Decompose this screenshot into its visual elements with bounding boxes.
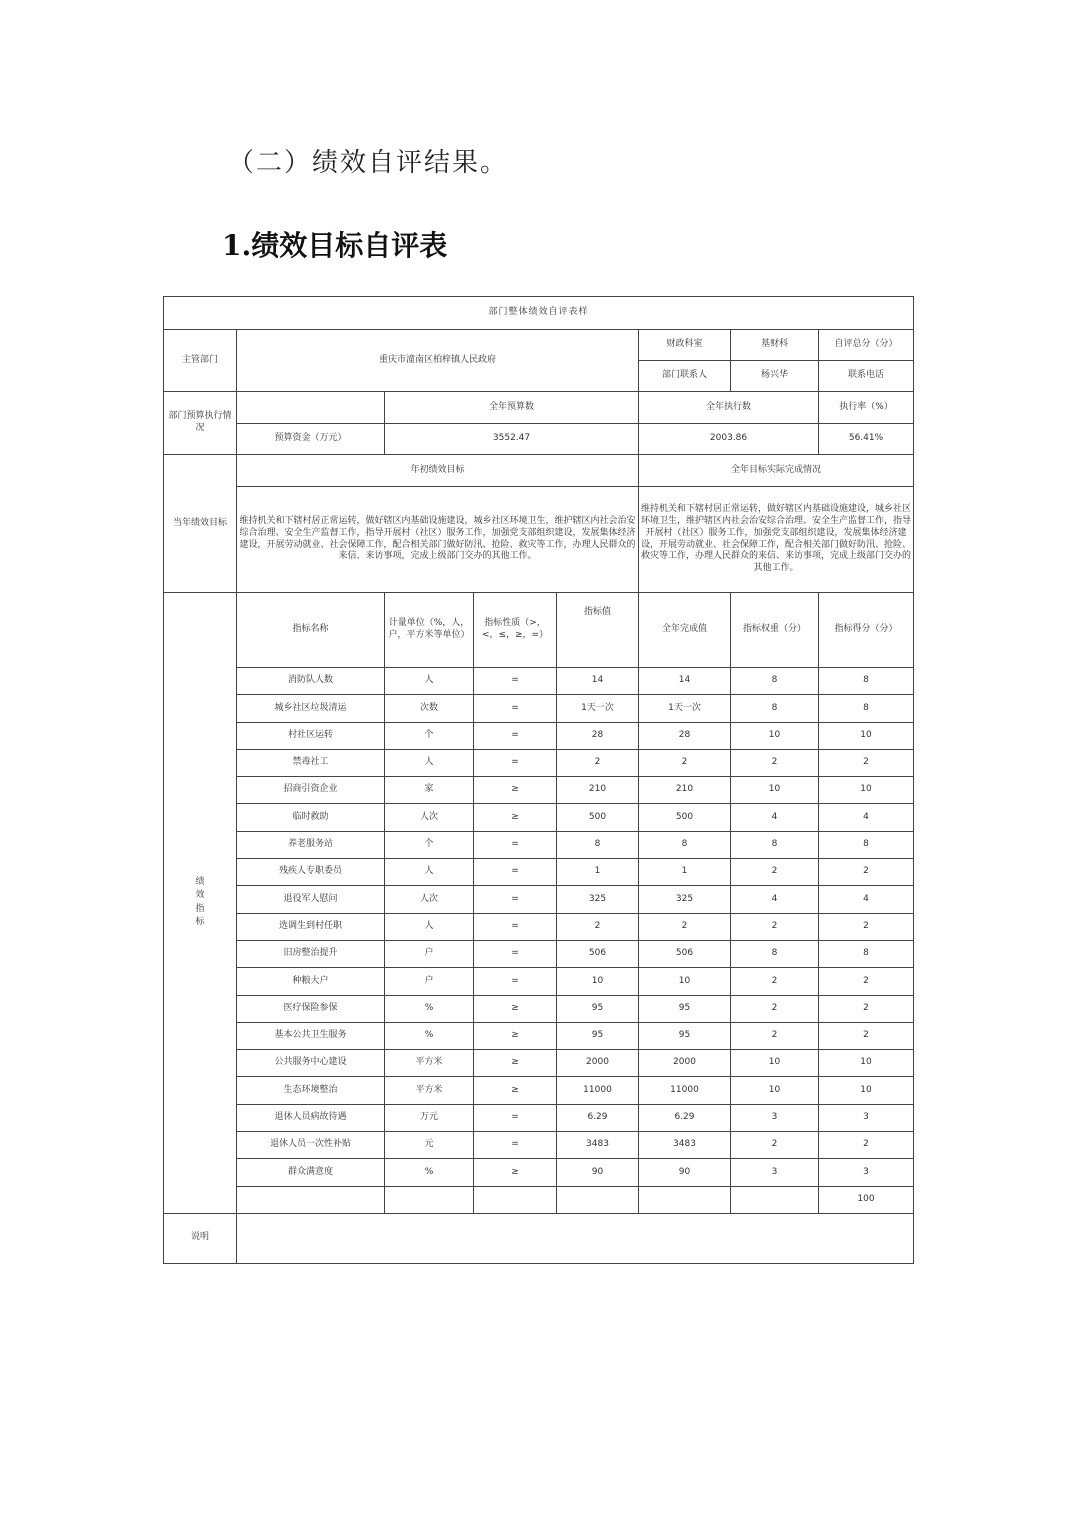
indicator-score: 8 xyxy=(819,695,914,722)
indicator-unit: 人 xyxy=(385,668,474,695)
indicator-target: 95 xyxy=(557,1022,639,1049)
indicator-actual: 6.29 xyxy=(639,1104,731,1131)
indicator-score: 4 xyxy=(819,804,914,831)
indicator-target: 95 xyxy=(557,995,639,1022)
goals-section-label: 当年绩效目标 xyxy=(164,455,237,593)
indicator-score: 2 xyxy=(819,995,914,1022)
indicator-unit: % xyxy=(385,1159,474,1186)
indicator-weight: 2 xyxy=(731,968,819,995)
indicator-weight: 2 xyxy=(731,859,819,886)
indicator-weight: 10 xyxy=(731,1050,819,1077)
table-row xyxy=(164,886,914,913)
indicator-nature: ≥ xyxy=(474,777,557,804)
finance-value: 基财科 xyxy=(731,330,819,361)
table-row xyxy=(164,695,914,722)
indicator-actual: 14 xyxy=(639,668,731,695)
indicator-nature: = xyxy=(474,695,557,722)
executed-value: 2003.86 xyxy=(639,424,819,455)
indicator-name: 退休人员病故待遇 xyxy=(237,1104,385,1131)
notes-row xyxy=(164,1213,914,1263)
indicator-target: 10 xyxy=(557,968,639,995)
indicator-score: 8 xyxy=(819,940,914,967)
indicator-unit: % xyxy=(385,1022,474,1049)
indicator-actual: 500 xyxy=(639,804,731,831)
indicator-weight: 4 xyxy=(731,804,819,831)
indicator-nature: = xyxy=(474,831,557,858)
indicator-name: 旧房整治提升 xyxy=(237,940,385,967)
indicator-name: 生态环境整治 xyxy=(237,1077,385,1104)
indicator-nature: ≥ xyxy=(474,1050,557,1077)
col-header-nature: 指标性质（>，<，≤，≥，=） xyxy=(474,593,557,668)
table-row xyxy=(164,1132,914,1159)
initial-goals-text: 维持机关和下辖村居正常运转，做好辖区内基础设施建设，城乡社区环境卫生，维护辖区内社会治安综合治理、安全生产监督工作，指导开展村（社区）服务工作，加强党支部组织建设，发展集体经济建设，开展劳动就业、社会保障工作，配合相关部门做好防汛、抢险、救灾等工作，办理人民群众的来信、来访事项，完成上级部门交办的其他工作。 xyxy=(237,487,639,593)
indicator-score: 2 xyxy=(819,749,914,776)
indicator-nature: = xyxy=(474,722,557,749)
col-header-score: 指标得分（分） xyxy=(819,593,914,668)
dept-value: 重庆市潼南区柏梓镇人民政府 xyxy=(237,330,639,392)
actual-goals-label: 全年目标实际完成情况 xyxy=(639,455,914,487)
table-row xyxy=(164,913,914,940)
indicator-name: 公共服务中心建设 xyxy=(237,1050,385,1077)
indicator-name: 残疾人专职委员 xyxy=(237,859,385,886)
indicator-target: 2 xyxy=(557,913,639,940)
performance-self-evaluation-table xyxy=(163,296,914,1264)
indicator-target: 14 xyxy=(557,668,639,695)
indicator-nature: = xyxy=(474,968,557,995)
indicator-nature: = xyxy=(474,668,557,695)
indicator-score: 8 xyxy=(819,831,914,858)
indicator-name: 退役军人慰问 xyxy=(237,886,385,913)
col-header-unit: 计量单位（%，人，户，平方米等单位） xyxy=(385,593,474,668)
initial-goals-label: 年初绩效目标 xyxy=(237,455,639,487)
dept-label: 主管部门 xyxy=(164,330,237,392)
total-empty-cell xyxy=(385,1186,474,1213)
indicator-weight: 2 xyxy=(731,1022,819,1049)
indicator-target: 28 xyxy=(557,722,639,749)
indicator-unit: 次数 xyxy=(385,695,474,722)
subsection-heading: 1.绩效目标自评表 xyxy=(222,229,448,262)
indicator-actual: 90 xyxy=(639,1159,731,1186)
indicator-weight: 8 xyxy=(731,940,819,967)
indicator-weight: 2 xyxy=(731,1132,819,1159)
indicator-unit: 人 xyxy=(385,859,474,886)
table-row xyxy=(164,1077,914,1104)
section-heading: （二）绩效自评结果。 xyxy=(228,148,509,178)
indicator-unit: 户 xyxy=(385,940,474,967)
indicator-target: 1天一次 xyxy=(557,695,639,722)
indicator-name: 消防队人数 xyxy=(237,668,385,695)
annual-budget-value: 3552.47 xyxy=(385,424,639,455)
indicator-target: 325 xyxy=(557,886,639,913)
rate-value: 56.41% xyxy=(819,424,914,455)
indicator-section-label xyxy=(164,593,237,1214)
indicator-actual: 95 xyxy=(639,1022,731,1049)
budget-empty-cell xyxy=(237,392,385,424)
indicator-nature: = xyxy=(474,1132,557,1159)
indicator-score: 4 xyxy=(819,886,914,913)
indicator-score: 10 xyxy=(819,1077,914,1104)
indicator-name: 群众满意度 xyxy=(237,1159,385,1186)
indicator-target: 6.29 xyxy=(557,1104,639,1131)
total-score: 100 xyxy=(819,1186,914,1213)
actual-goals-text: 维持机关和下辖村居正常运转，做好辖区内基础设施建设，城乡社区环境卫生，维护辖区内社会治安综合治理、安全生产监督工作，指导开展村（社区）服务工作，加强党支部组织建设，发展集体经济建设，开展劳动就业、社会保障工作，配合相关部门做好防汛、抢险、救灾等工作，办理人民群众的来信、来访事项，完成上级部门交办的其他工作。 xyxy=(639,487,914,593)
indicator-actual: 28 xyxy=(639,722,731,749)
indicator-weight: 4 xyxy=(731,886,819,913)
indicator-nature: = xyxy=(474,886,557,913)
indicator-actual: 2 xyxy=(639,749,731,776)
indicator-section-text: 绩效指标 xyxy=(195,876,205,928)
total-empty-cell xyxy=(639,1186,731,1213)
indicator-name: 选调生到村任职 xyxy=(237,913,385,940)
total-empty-cell xyxy=(731,1186,819,1213)
indicator-name: 基本公共卫生服务 xyxy=(237,1022,385,1049)
indicator-weight: 3 xyxy=(731,1104,819,1131)
contact-value: 杨兴华 xyxy=(731,361,819,392)
table-row xyxy=(164,968,914,995)
indicator-score: 2 xyxy=(819,1132,914,1159)
indicator-score: 10 xyxy=(819,722,914,749)
indicator-actual: 3483 xyxy=(639,1132,731,1159)
table-row xyxy=(164,722,914,749)
indicator-score: 3 xyxy=(819,1159,914,1186)
indicator-unit: 人 xyxy=(385,749,474,776)
indicator-nature: ≥ xyxy=(474,1077,557,1104)
indicator-actual: 506 xyxy=(639,940,731,967)
total-empty-cell xyxy=(474,1186,557,1213)
indicator-name: 城乡社区垃圾清运 xyxy=(237,695,385,722)
indicator-name: 村社区运转 xyxy=(237,722,385,749)
indicator-actual: 11000 xyxy=(639,1077,731,1104)
indicator-weight: 8 xyxy=(731,831,819,858)
indicator-unit: % xyxy=(385,995,474,1022)
indicator-unit: 元 xyxy=(385,1132,474,1159)
notes-value xyxy=(237,1213,914,1263)
executed-label: 全年执行数 xyxy=(639,392,819,424)
budget-section-label: 部门预算执行情况 xyxy=(164,392,237,455)
indicator-weight: 10 xyxy=(731,777,819,804)
col-header-target: 指标值 xyxy=(557,593,639,668)
indicator-actual: 8 xyxy=(639,831,731,858)
indicator-weight: 2 xyxy=(731,913,819,940)
indicator-actual: 2000 xyxy=(639,1050,731,1077)
indicator-target: 90 xyxy=(557,1159,639,1186)
phone-label: 联系电话 xyxy=(819,361,914,392)
indicator-nature: ≥ xyxy=(474,1159,557,1186)
table-row xyxy=(164,831,914,858)
indicator-unit: 平方米 xyxy=(385,1077,474,1104)
indicator-target: 1 xyxy=(557,859,639,886)
total-empty-cell xyxy=(557,1186,639,1213)
indicator-unit: 万元 xyxy=(385,1104,474,1131)
indicator-actual: 325 xyxy=(639,886,731,913)
indicator-name: 临时救助 xyxy=(237,804,385,831)
col-header-name: 指标名称 xyxy=(237,593,385,668)
table-title: 部门整体绩效自评表样 xyxy=(164,297,914,330)
indicator-nature: = xyxy=(474,859,557,886)
table-row xyxy=(164,995,914,1022)
indicator-score: 10 xyxy=(819,777,914,804)
table-row xyxy=(164,1104,914,1131)
total-empty-cell xyxy=(237,1186,385,1213)
table-row xyxy=(164,777,914,804)
indicator-weight: 3 xyxy=(731,1159,819,1186)
indicator-nature: = xyxy=(474,749,557,776)
indicator-nature: ≥ xyxy=(474,1022,557,1049)
indicator-unit: 人次 xyxy=(385,886,474,913)
indicator-weight: 2 xyxy=(731,749,819,776)
rate-label: 执行率（%） xyxy=(819,392,914,424)
col-header-actual: 全年完成值 xyxy=(639,593,731,668)
indicator-score: 2 xyxy=(819,1022,914,1049)
indicator-unit: 个 xyxy=(385,722,474,749)
indicator-name: 禁毒社工 xyxy=(237,749,385,776)
table-row xyxy=(164,668,914,695)
indicator-actual: 95 xyxy=(639,995,731,1022)
indicator-actual: 1 xyxy=(639,859,731,886)
indicator-target: 500 xyxy=(557,804,639,831)
indicator-actual: 1天一次 xyxy=(639,695,731,722)
indicator-name: 种粮大户 xyxy=(237,968,385,995)
indicator-score: 2 xyxy=(819,913,914,940)
table-row xyxy=(164,859,914,886)
indicator-target: 8 xyxy=(557,831,639,858)
indicator-actual: 210 xyxy=(639,777,731,804)
indicator-name: 招商引资企业 xyxy=(237,777,385,804)
indicator-score: 2 xyxy=(819,859,914,886)
indicator-name: 退休人员一次性补贴 xyxy=(237,1132,385,1159)
indicator-name: 医疗保险参保 xyxy=(237,995,385,1022)
indicator-unit: 人 xyxy=(385,913,474,940)
budget-row-label: 预算资金（万元） xyxy=(237,424,385,455)
indicator-weight: 8 xyxy=(731,695,819,722)
indicator-unit: 平方米 xyxy=(385,1050,474,1077)
indicator-score: 8 xyxy=(819,668,914,695)
table-row xyxy=(164,1050,914,1077)
indicator-target: 3483 xyxy=(557,1132,639,1159)
indicator-weight: 2 xyxy=(731,995,819,1022)
table-row xyxy=(164,1022,914,1049)
score-label: 自评总分（分） xyxy=(819,330,914,361)
indicator-target: 210 xyxy=(557,777,639,804)
indicator-score: 3 xyxy=(819,1104,914,1131)
table-row xyxy=(164,804,914,831)
indicator-target: 11000 xyxy=(557,1077,639,1104)
indicator-name: 养老服务站 xyxy=(237,831,385,858)
total-row xyxy=(164,1186,914,1213)
indicator-target: 2000 xyxy=(557,1050,639,1077)
finance-label: 财政科室 xyxy=(639,330,731,361)
indicator-weight: 10 xyxy=(731,722,819,749)
indicator-score: 2 xyxy=(819,968,914,995)
indicator-unit: 个 xyxy=(385,831,474,858)
indicator-actual: 2 xyxy=(639,913,731,940)
indicator-target: 2 xyxy=(557,749,639,776)
indicator-nature: ≥ xyxy=(474,804,557,831)
indicator-target: 506 xyxy=(557,940,639,967)
indicator-nature: = xyxy=(474,940,557,967)
indicator-nature: ≥ xyxy=(474,995,557,1022)
indicator-nature: = xyxy=(474,1104,557,1131)
table-row xyxy=(164,749,914,776)
indicator-nature: = xyxy=(474,913,557,940)
indicator-actual: 10 xyxy=(639,968,731,995)
indicator-score: 10 xyxy=(819,1050,914,1077)
table-row xyxy=(164,940,914,967)
indicator-unit: 户 xyxy=(385,968,474,995)
annual-budget-label: 全年预算数 xyxy=(385,392,639,424)
contact-label: 部门联系人 xyxy=(639,361,731,392)
indicator-weight: 8 xyxy=(731,668,819,695)
indicator-unit: 家 xyxy=(385,777,474,804)
table-row xyxy=(164,1159,914,1186)
indicator-unit: 人次 xyxy=(385,804,474,831)
indicator-weight: 10 xyxy=(731,1077,819,1104)
notes-label: 说明 xyxy=(164,1213,237,1263)
col-header-weight: 指标权重（分） xyxy=(731,593,819,668)
